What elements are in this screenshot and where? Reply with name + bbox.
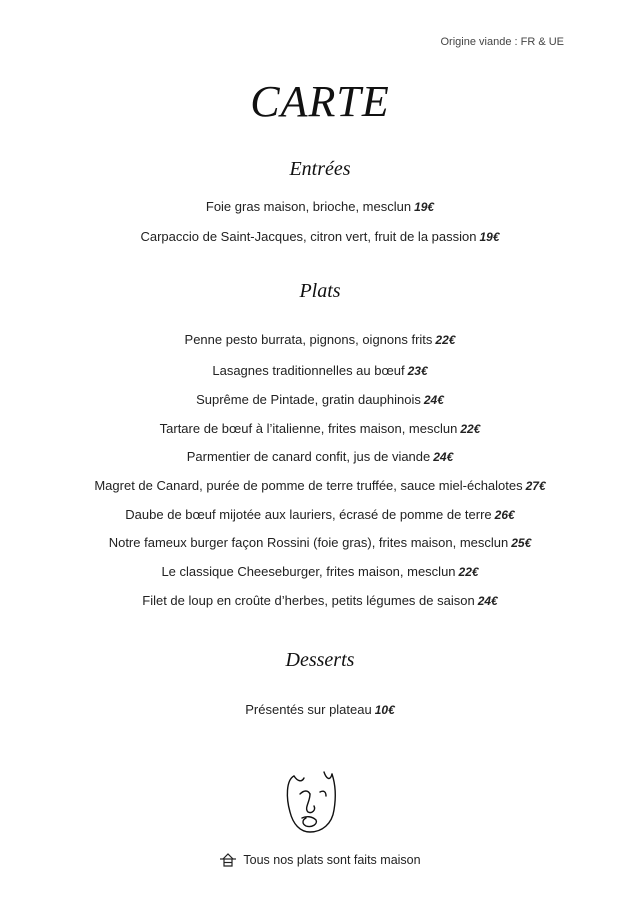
item-name: Penne pesto burrata, pignons, oignons frits [184,332,433,347]
menu-item [0,564,640,579]
item-price: 19€ [479,230,500,244]
item-price: 22€ [458,565,479,579]
menu-item [0,507,640,522]
house-icon [219,852,237,867]
item-price: 10€ [374,703,395,717]
item-name: Parmentier de canard confit, jus de viande [186,449,431,464]
item-name: Filet de loup en croûte d’herbes, petits légumes de saison [142,593,475,608]
item-price: 19€ [414,200,435,214]
origin-note: Origine viande : FR & UE [440,36,564,48]
menu-item [0,332,640,347]
item-price: 22€ [435,333,456,347]
menu-item [0,593,640,608]
menu-title: CARTE [250,77,390,126]
section-title-plats: Plats [299,280,341,302]
footer-text: Tous nos plats sont faits maison [243,853,421,867]
item-name: Magret de Canard, purée de pomme de terre truffée, sauce miel-échalotes [94,478,523,493]
item-price: 22€ [460,422,481,436]
item-name: Suprême de Pintade, gratin dauphinois [196,392,421,407]
item-price: 24€ [423,393,444,407]
menu-item [0,392,640,407]
section-title-desserts: Desserts [285,649,355,671]
footer-note [0,852,640,867]
section-title-entrees: Entrées [289,158,351,180]
item-name: Daube de bœuf mijotée aux lauriers, écrasé de pomme de terre [125,507,492,522]
menu-item [0,478,640,493]
item-price: 24€ [477,594,498,608]
menu-item [0,449,640,464]
menu-item [0,421,640,436]
menu-item [0,535,640,550]
item-price: 27€ [525,479,546,493]
menu-item [0,363,640,378]
item-name: Notre fameux burger façon Rossini (foie gras), frites maison, mesclun [108,535,509,550]
item-name: Tartare de bœuf à l’italienne, frites maison, mesclun [159,421,458,436]
item-price: 24€ [433,450,454,464]
item-price: 23€ [407,364,428,378]
item-name: Lasagnes traditionnelles au bœuf [212,363,405,378]
menu-item [0,199,640,214]
item-name: Foie gras maison, brioche, mesclun [205,199,412,214]
item-name: Présentés sur plateau [245,702,372,717]
item-name: Le classique Cheeseburger, frites maison, mesclun [161,564,456,579]
item-price: 26€ [494,508,515,522]
item-price: 25€ [511,536,532,550]
item-name: Carpaccio de Saint-Jacques, citron vert, fruit de la passion [140,229,477,244]
face-line-drawing-icon [280,768,344,838]
menu-item [0,702,640,717]
menu-item [0,229,640,244]
